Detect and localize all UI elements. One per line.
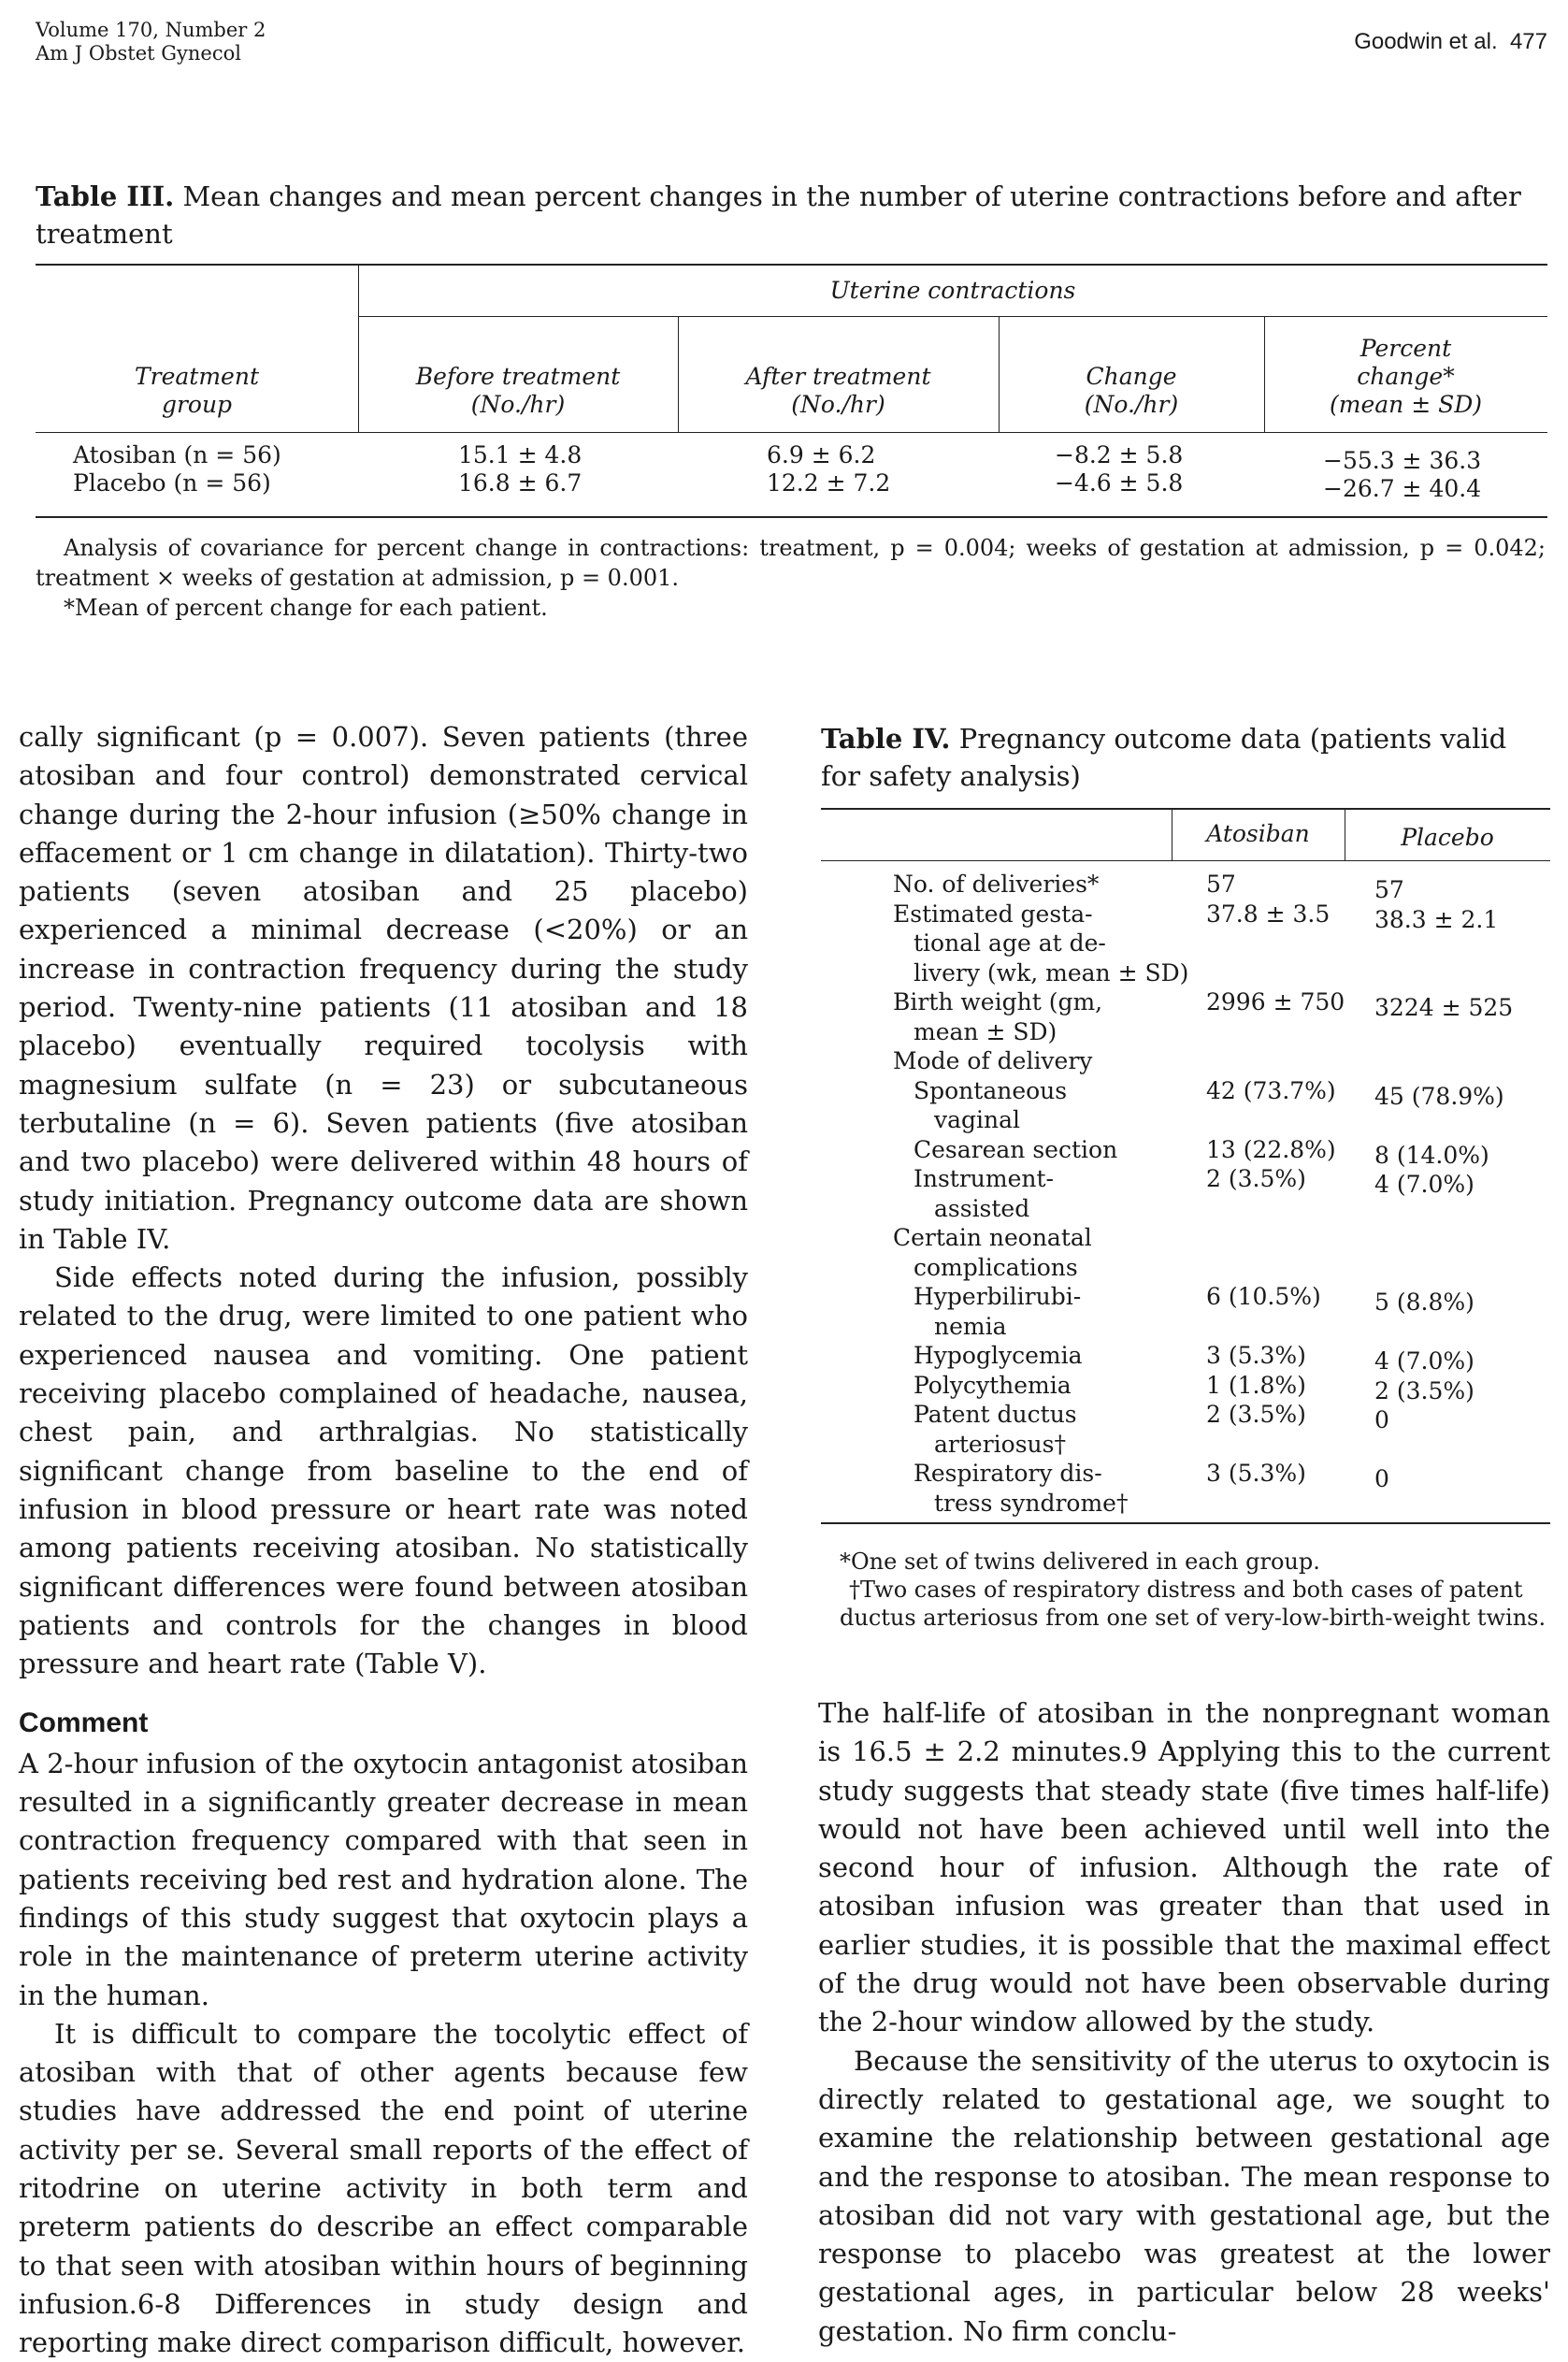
table4-cell-placebo: 4 (7.0%) bbox=[1374, 1171, 1474, 1198]
table4-cell-atosiban: 13 (22.8%) bbox=[1206, 1135, 1336, 1163]
table4-row-label bbox=[913, 1459, 1128, 1518]
table4-cell-placebo: 3224 ± 525 bbox=[1374, 994, 1514, 1021]
journal-name: Am J Obstet Gynecol bbox=[36, 42, 241, 65]
page-number: 477 bbox=[1509, 29, 1547, 54]
table4-row-label bbox=[893, 900, 1188, 988]
table3-bottom-rule bbox=[36, 516, 1547, 518]
table3-footnote-ancova: Analysis of covariance for percent change in contractions: treatment, p = 0.004; weeks of gestation at admission, p = 0.042; treatment × weeks of gestation at admission, p = 0.001. bbox=[36, 535, 1546, 591]
table3-row-placebo-group: Placebo (n = 56) bbox=[73, 469, 271, 497]
table3-row-placebo-percent: −26.7 ± 40.4 bbox=[1323, 475, 1482, 502]
table4-row-label-line: Birth weight (gm, bbox=[893, 988, 1103, 1015]
table3-col-before bbox=[358, 363, 678, 419]
table3-stub-header bbox=[36, 363, 358, 419]
table4-cell-atosiban: 2996 ± 750 bbox=[1206, 988, 1345, 1015]
table4-row-label bbox=[893, 1223, 1092, 1282]
table4-row-label-line: assisted bbox=[934, 1194, 1030, 1222]
table3-col-before-line2: (No./hr) bbox=[470, 391, 566, 418]
table4-cell-placebo: 0 bbox=[1374, 1465, 1389, 1492]
table4-row-label-line: Mode of delivery bbox=[893, 1047, 1093, 1074]
table4-row-label bbox=[913, 1371, 1072, 1401]
table4-row-label-line: vaginal bbox=[934, 1106, 1021, 1133]
table4-row-label-line: Hypoglycemia bbox=[913, 1342, 1083, 1369]
table4-row-label-line: livery (wk, mean ± SD) bbox=[913, 958, 1189, 987]
table4-row-label-line: complications bbox=[913, 1253, 1078, 1281]
table4-cell-atosiban: 57 bbox=[1206, 871, 1236, 898]
table4-cell-placebo: 2 (3.5%) bbox=[1374, 1376, 1474, 1404]
table3-footnote-asterisk: *Mean of percent change for each patient. bbox=[64, 595, 548, 621]
table3-row-atosiban-after: 6.9 ± 6.2 bbox=[767, 441, 876, 468]
table3-caption bbox=[36, 178, 1541, 252]
table4-cell-atosiban: 42 (73.7%) bbox=[1206, 1076, 1336, 1104]
table4-row-label-line: arteriosus† bbox=[934, 1430, 1066, 1458]
table4-row-label bbox=[893, 870, 1099, 900]
right-para-2: Because the sensitivity of the uterus to oxytocin is directly related to gestational age, we sought to examine the relationship between gestational age and the response to atosiban. The mean response to atosiban did not vary with gestational age, but the response to placebo was greatest at the lower gestational ages, in particular below 28 weeks' gestation. No firm conclu- bbox=[818, 2044, 1550, 2347]
table3-stub-header-line1: Treatment bbox=[134, 363, 260, 390]
table3-top-rule bbox=[36, 264, 1547, 266]
table3-before-column bbox=[458, 441, 582, 497]
table4-row-label-line: Patent ductus bbox=[913, 1401, 1077, 1428]
table4-cell-atosiban: 2 (3.5%) bbox=[1206, 1401, 1306, 1428]
table3-footnotes bbox=[36, 533, 1546, 623]
right-para-1: The half-life of atosiban in the nonpregnant woman is 16.5 ± 2.2 minutes.9 Applying this to the current study suggests that steady state (five times half-life) would not have been achieved until well into the second hour of infusion. Although the rate of atosiban infusion was greater than that used in earlier studies, it is possible that the maximal effect of the drug would not have been observable during the 2-hour window allowed by the study. bbox=[818, 1697, 1550, 2038]
table4-row-label-line: Cesarean section bbox=[913, 1135, 1118, 1163]
table3-col-change-line1: Change bbox=[1086, 363, 1177, 390]
table4-cell-placebo: 57 bbox=[1374, 876, 1404, 903]
table4-row-label-line: Spontaneous bbox=[913, 1076, 1068, 1104]
journal-volume: Volume 170, Number 2 bbox=[36, 19, 266, 41]
table3-row-placebo-before: 16.8 ± 6.7 bbox=[458, 469, 583, 497]
table4-row-label-line: Instrument- bbox=[913, 1165, 1054, 1192]
table4-row-label bbox=[913, 1282, 1081, 1341]
table3-row-placebo-after: 12.2 ± 7.2 bbox=[767, 469, 891, 497]
table4-top-rule bbox=[821, 808, 1550, 810]
running-head-authors: Goodwin et al. bbox=[1354, 29, 1498, 54]
table4-footnote-dagger: †Two cases of respiratory distress and both cases of patent ductus arteriosus from one set of very-low-birth-weight twins. bbox=[840, 1577, 1546, 1631]
table4-row-label bbox=[913, 1135, 1117, 1165]
table4-row-label bbox=[893, 1046, 1092, 1076]
table4-row-label-line: Estimated gesta- bbox=[893, 900, 1093, 928]
table3-row-atosiban-before: 15.1 ± 4.8 bbox=[458, 441, 583, 468]
table3-group-column bbox=[73, 441, 281, 497]
table3-col-after-line2: (No./hr) bbox=[791, 391, 885, 418]
table4-row-label-line: tional age at de- bbox=[913, 929, 1106, 957]
table3-col-percent-line0: Percent bbox=[1359, 335, 1452, 362]
left-column bbox=[19, 718, 748, 2362]
table4-footnotes bbox=[821, 1548, 1550, 1632]
table4-header-rule bbox=[821, 860, 1550, 861]
table4-footnote-twins: *One set of twins delivered in each group. bbox=[840, 1548, 1320, 1575]
right-column bbox=[818, 1694, 1550, 2351]
table3-row-atosiban-group: Atosiban (n = 56) bbox=[73, 441, 281, 468]
table4-caption-text: Pregnancy outcome data (patients valid for safety analysis) bbox=[821, 723, 1507, 792]
table4-row-label bbox=[913, 1341, 1083, 1371]
table4-col-placebo: Placebo bbox=[1401, 824, 1494, 851]
table3-col-change-line2: (No./hr) bbox=[1084, 391, 1179, 418]
table4-row-label-line: nemia bbox=[934, 1312, 1007, 1340]
table4-row-label-line: No. of deliveries* bbox=[893, 871, 1100, 898]
table4-cell-atosiban: 2 (3.5%) bbox=[1206, 1165, 1306, 1192]
table4-cell-placebo: 45 (78.9%) bbox=[1374, 1082, 1504, 1110]
table3-label: Table III. bbox=[36, 180, 175, 212]
table3-percent-column bbox=[1323, 447, 1481, 503]
table3-col-percent bbox=[1264, 335, 1547, 419]
table3-caption-text: Mean changes and mean percent changes in the number of uterine contractions before and after treatment bbox=[36, 180, 1521, 250]
table3-group-rule bbox=[358, 316, 1547, 317]
table4-row-label-line: Polycythemia bbox=[913, 1371, 1072, 1399]
table4-cell-atosiban: 37.8 ± 3.5 bbox=[1206, 900, 1331, 928]
table4-cell-placebo: 4 (7.0%) bbox=[1374, 1347, 1474, 1375]
table4-row-label-line: Respiratory dis- bbox=[913, 1460, 1102, 1487]
table3-col-change bbox=[999, 363, 1264, 419]
table3-after-column bbox=[767, 441, 890, 497]
table4-cell-placebo: 0 bbox=[1374, 1406, 1389, 1433]
table4-cell-placebo: 5 (8.8%) bbox=[1374, 1289, 1474, 1316]
table3-stub-header-line2: group bbox=[161, 391, 233, 418]
table4-row-label-line: Hyperbilirubi- bbox=[913, 1283, 1082, 1310]
table4-row-label bbox=[913, 1400, 1077, 1459]
table4-col-atosiban: Atosiban bbox=[1206, 820, 1310, 847]
journal-info bbox=[36, 19, 266, 65]
table4-label: Table IV. bbox=[821, 723, 951, 755]
table4-cell-atosiban: 3 (5.3%) bbox=[1206, 1342, 1306, 1369]
table4-cell-atosiban: 6 (10.5%) bbox=[1206, 1283, 1321, 1310]
table3-col-after bbox=[678, 363, 999, 419]
table4-cell-atosiban: 1 (1.8%) bbox=[1206, 1371, 1306, 1399]
table3-col-after-line1: After treatment bbox=[745, 363, 931, 390]
left-para-1: cally significant (p = 0.007). Seven patients (three atosiban and four control) demonstrated cervical change during the 2-hour infusion (≥50% change in effacement or 1 cm change in dilatation). Thirty-two patients (seven atosiban and 25 placebo) experienced a minimal decrease (<20%) or an increase in contraction frequency during the study period. Twenty-nine patients (11 atosiban and 18 placebo) eventually required tocolysis with magnesium sulfate (n = 23) or subcutaneous terbutaline (n = 6). Seven patients (five atosiban and two placebo) were delivered within 48 hours of study initiation. Pregnancy outcome data are shown in Table IV. bbox=[19, 721, 748, 1255]
left-para-2: Side effects noted during the infusion, possibly related to the drug, were limited to one patient who experienced nausea and vomiting. One patient receiving placebo complained of headache, nausea, chest pain, and arthralgias. No statistically significant change from baseline to the end of infusion in blood pressure or heart rate was noted among patients receiving atosiban. No statistically significant differences were found between atosiban patients and controls for the changes in blood pressure and heart rate (Table V). bbox=[19, 1261, 748, 1680]
table3-col-percent-line1: change* bbox=[1357, 363, 1455, 390]
table3-col-before-line1: Before treatment bbox=[415, 363, 621, 390]
table3-row-atosiban-percent: −55.3 ± 36.3 bbox=[1323, 447, 1482, 474]
table4-cell-atosiban: 3 (5.3%) bbox=[1206, 1460, 1306, 1487]
table4-cell-placebo: 8 (14.0%) bbox=[1374, 1141, 1489, 1169]
running-head bbox=[1354, 30, 1547, 53]
table3-change-column bbox=[1055, 441, 1183, 497]
table4-row-label-line: mean ± SD) bbox=[913, 1017, 1057, 1045]
table4-row-label-line: Certain neonatal bbox=[893, 1224, 1092, 1251]
table4-row-label-line: tress syndrome† bbox=[934, 1489, 1129, 1517]
table3-row-atosiban-change: −8.2 ± 5.8 bbox=[1055, 441, 1184, 468]
section-heading-comment: Comment bbox=[19, 1707, 149, 1739]
table4-cell-placebo: 38.3 ± 2.1 bbox=[1374, 905, 1499, 933]
table4-row-label bbox=[913, 1076, 1067, 1135]
left-para-4: It is difficult to compare the tocolytic effect of atosiban with that of other agents because few studies have addressed the end point of uterine activity per se. Several small reports of the effect of ritodrine on uterine activity in both term and preterm patients do describe an effect comparable to that seen with atosiban within hours of beginning infusion.6-8 Differences in study design and reporting make direct comparison difficult, however. bbox=[19, 2017, 748, 2359]
table4-bottom-rule bbox=[821, 1522, 1550, 1524]
table4-row-label bbox=[893, 987, 1102, 1046]
table3-group-header: Uterine contractions bbox=[829, 277, 1076, 304]
table3-header-rule bbox=[36, 432, 1547, 433]
table4-row-label bbox=[913, 1164, 1054, 1223]
table4-caption bbox=[821, 720, 1550, 795]
left-para-3: A 2-hour infusion of the oxytocin antagonist atosiban resulted in a significantly greater decrease in mean contraction frequency compared with that seen in patients receiving bed rest and hydration alone. The findings of this study suggest that oxytocin plays a role in the maintenance of preterm uterine activity in the human. bbox=[19, 1747, 748, 2011]
table3-col-percent-line2: (mean ± SD) bbox=[1329, 391, 1483, 418]
table3-row-placebo-change: −4.6 ± 5.8 bbox=[1055, 469, 1184, 497]
